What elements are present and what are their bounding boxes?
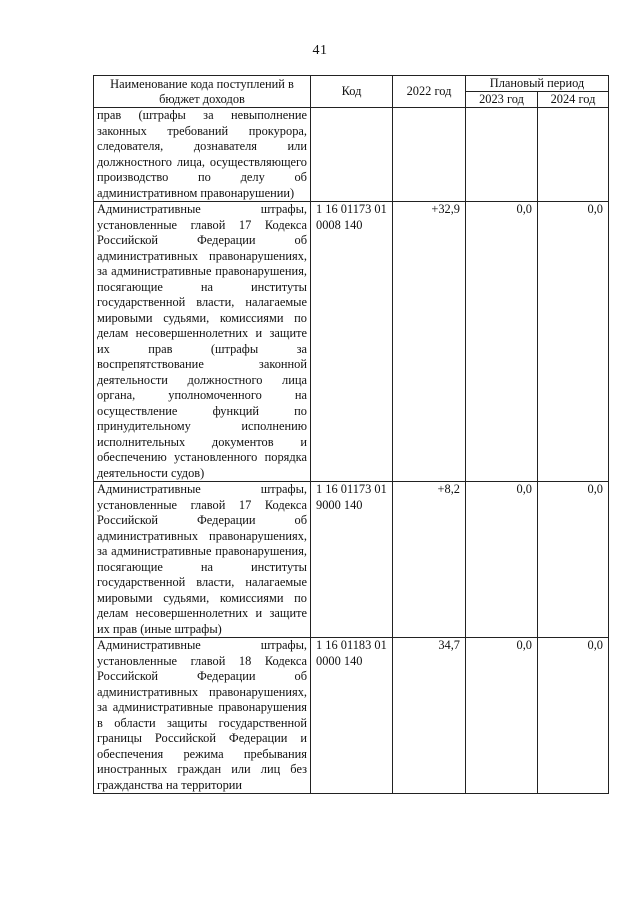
row-name: прав (штрафы за невыполнение законных требований прокурора, следователя, дознавателя или должностного лица, осуществляющего производство по делу об административном правонарушении) [94,108,311,202]
row-2022: +8,2 [393,482,466,638]
row-2023: 0,0 [466,482,538,638]
row-code: 1 16 01183 01 0000 140 [311,638,393,794]
row-2023: 0,0 [466,638,538,794]
row-2023: 0,0 [466,202,538,482]
row-name: Административные штрафы, установленные главой 18 Кодекса Российской Федерации об административных правонарушениях, за административные правонарушения в области защиты государственной границы Российской Федерации и обеспечения режима пребывания иностранных граждан или лиц без гражданства на территории [94,638,311,794]
header-name: Наименование кода поступлений в бюджет доходов [94,76,311,108]
row-2024: 0,0 [538,638,609,794]
row-code [311,108,393,202]
header-2022: 2022 год [393,76,466,108]
table-row [94,202,609,482]
row-2022: 34,7 [393,638,466,794]
header-code: Код [311,76,393,108]
row-2024: 0,0 [538,482,609,638]
row-2024: 0,0 [538,202,609,482]
table-row [94,108,609,202]
row-name: Административные штрафы, установленные главой 17 Кодекса Российской Федерации об административных правонарушениях, за административные правонарушения, посягающие на институты государственной власти, налагаемые мировыми судьями, комиссиями по делам несовершеннолетних и защите их прав (штрафы за воспрепятствование законной деятельности должностного лица органа, уполномоченного на осуществление функций по принудительному исполнению исполнительных документов и обеспечению установленного порядка деятельности судов) [94,202,311,482]
header-planning-period: Плановый период [466,76,609,92]
row-2022 [393,108,466,202]
row-code: 1 16 01173 01 0008 140 [311,202,393,482]
row-2022: +32,9 [393,202,466,482]
page-number: 41 [312,43,328,58]
row-name: Административные штрафы, установленные главой 17 Кодекса Российской Федерации об административных правонарушениях, за административные правонарушения, посягающие на институты государственной власти, налагаемые мировыми судьями, комиссиями по делам несовершеннолетних и защите их прав (иные штрафы) [94,482,311,638]
table-row [94,638,609,794]
budget-revenue-table [93,75,609,794]
row-2024 [538,108,609,202]
row-code: 1 16 01173 01 9000 140 [311,482,393,638]
table-row [94,482,609,638]
row-2023 [466,108,538,202]
header-2024: 2024 год [538,92,609,108]
header-2023: 2023 год [466,92,538,108]
table-header-row [94,76,609,92]
